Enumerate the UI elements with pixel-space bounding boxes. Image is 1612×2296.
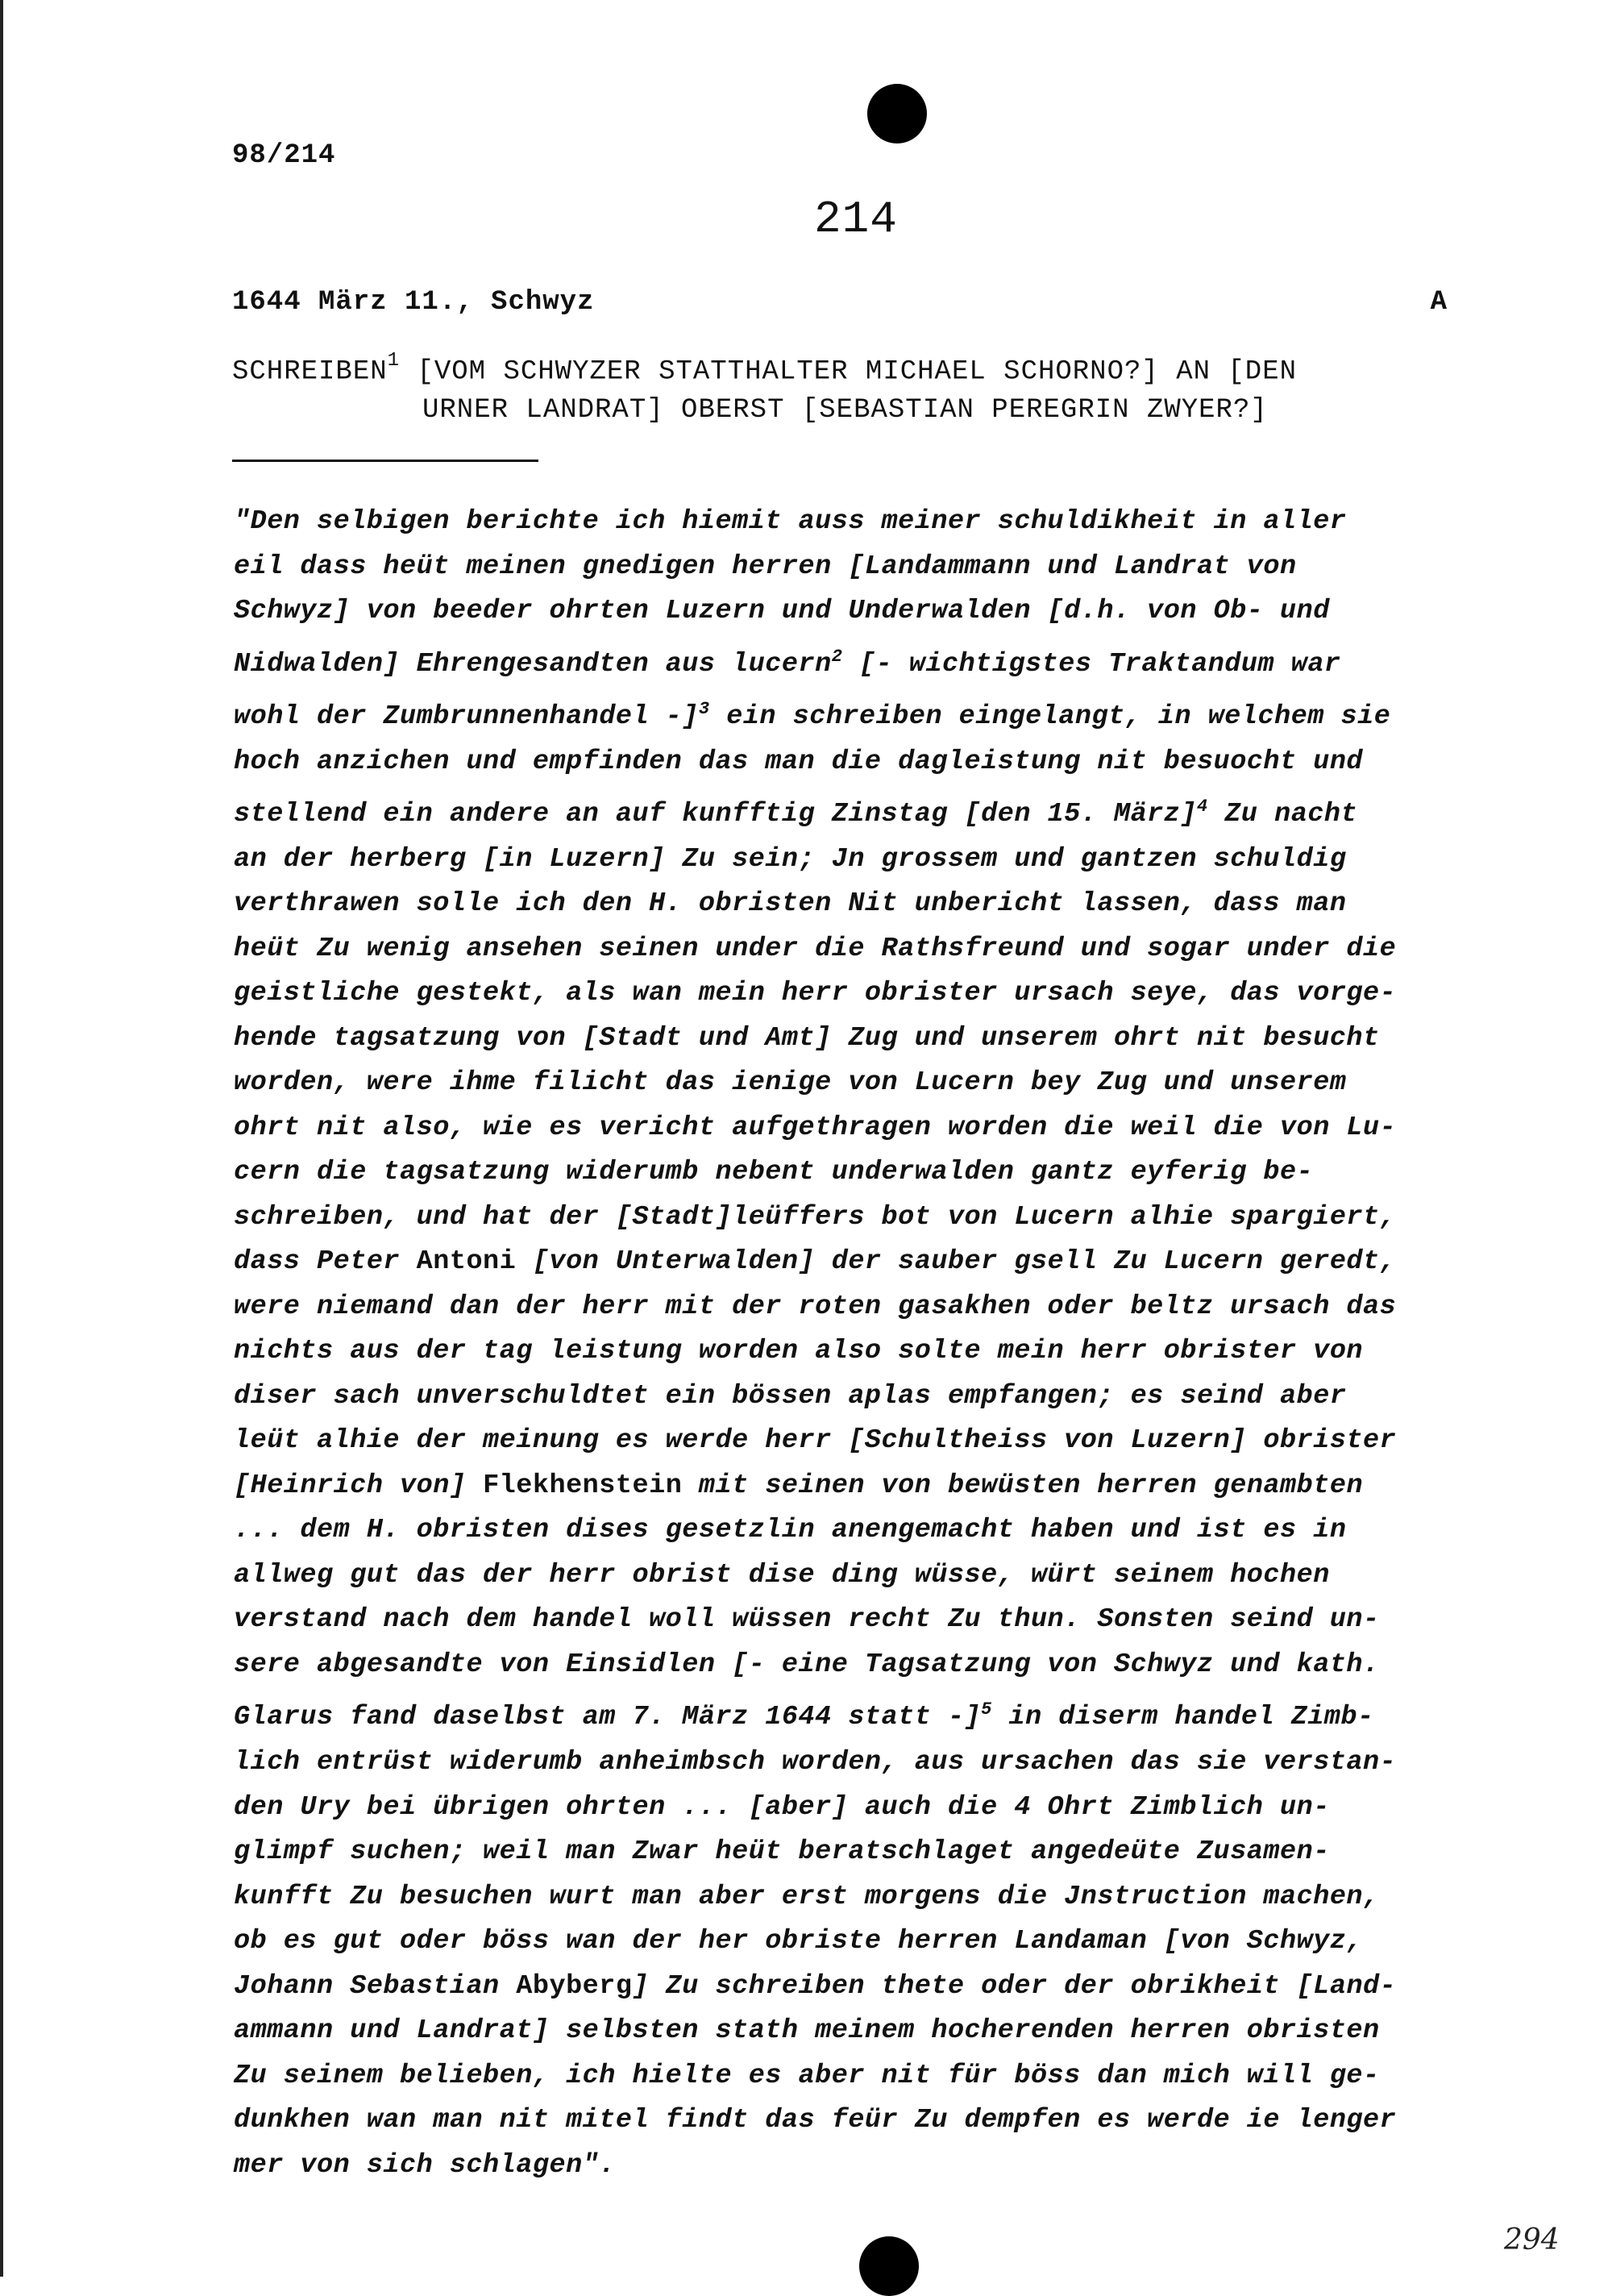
- person-name: Abyberg: [516, 1970, 633, 2002]
- body-line: wohl der Zumbrunnenhandel -]$^3$ ein schreiben eingelangt, in welchem sie: [234, 699, 1391, 733]
- body-line: verstand nach dem handel woll wüssen recht Zu thun. Sonsten seind un-: [234, 1604, 1380, 1636]
- document-title: [232, 345, 1457, 430]
- date-place-line: [232, 287, 1448, 318]
- footnote-ref: 1: [387, 350, 401, 372]
- footnote-ref: 4: [1197, 797, 1208, 817]
- body-line: hoch anzichen und empfinden das man die dagleistung nit besuocht und: [234, 746, 1364, 777]
- title-divider: [232, 460, 538, 462]
- title-line-2: URNER LANDRAT] OBERST [SEBASTIAN PEREGRIN ZWYER?]: [422, 395, 1268, 426]
- document-body: [234, 500, 1475, 2188]
- body-line: "Den selbigen berichte ich hiemit auss meiner schuldikheit in aller: [234, 506, 1347, 537]
- body-line: allweg gut das der herr obrist dise ding wüsse, würt seinem hochen: [234, 1559, 1330, 1591]
- body-line: stellend ein andere an auf kunfftig Zinstag [den 15. März]$^4$ Zu nacht: [234, 797, 1358, 830]
- body-line: an der herberg [in Luzern] Zu sein; Jn grossem und gantzen schuldig: [234, 843, 1347, 875]
- scan-left-edge: [0, 0, 3, 2277]
- body-line: leüt alhie der meinung es werde herr [Schultheiss von Luzern] obrister: [234, 1425, 1397, 1457]
- document-marker: A: [1430, 287, 1448, 318]
- title-line-1: SCHREIBEN$^1$ [VOM SCHWYZER STATTHALTER MICHAEL SCHORNO?] AN [DEN: [232, 350, 1298, 388]
- page-number: 214: [814, 193, 898, 245]
- body-line: ammann und Landrat] selbsten stath meinem hocherenden herren obristen: [234, 2015, 1380, 2047]
- body-line: ob es gut oder böss wan der her obriste herren Landaman [von Schwyz,: [234, 1926, 1364, 1957]
- body-line: den Ury bei übrigen ohrten ... [aber] auch die 4 Ohrt Zimblich un-: [234, 1791, 1330, 1823]
- punch-hole-top: [867, 84, 927, 144]
- footnote-ref: 2: [831, 646, 843, 667]
- body-line: geistliche gestekt, als wan mein herr obrister ursach seye, das vorge-: [234, 978, 1397, 1009]
- body-line: ... dem H. obristen dises gesetzlin anengemacht haben und ist es in: [234, 1515, 1347, 1546]
- body-line: Nidwalden] Ehrengesandten aus lucern$^2$ [- wichtigstes Traktandum war: [234, 646, 1341, 680]
- body-line: glimpf suchen; weil man Zwar heüt beratschlaget angedeüte Zusamen-: [234, 1836, 1330, 1868]
- body-line: dunkhen wan man nit mitel findt das feür Zu dempfen es werde ie lenger: [234, 2105, 1397, 2136]
- person-name: Antoni: [416, 1246, 517, 1278]
- body-line: were niemand dan der herr mit der roten gasakhen oder beltz ursach das: [234, 1291, 1397, 1322]
- body-line: cern die tagsatzung widerumb nebent underwalden gantz eyferig be-: [234, 1157, 1314, 1188]
- body-line: dass Peter Antoni [von Unterwalden] der sauber gsell Zu Lucern geredt,: [234, 1246, 1397, 1278]
- body-line: mer von sich schlagen".: [234, 2149, 616, 2181]
- body-line: diser sach unverschuldtet ein bössen aplas empfangen; es seind aber: [234, 1380, 1347, 1412]
- footnote-ref: 5: [981, 1699, 992, 1720]
- date-place: 1644 März 11., Schwyz: [232, 287, 595, 318]
- person-name: Flekhenstein: [483, 1470, 683, 1501]
- body-line: sere abgesandte von Einsidlen [- eine Tagsatzung von Schwyz und kath.: [234, 1649, 1380, 1680]
- body-line: verthrawen solle ich den H. obristen Nit unbericht lassen, dass man: [234, 888, 1347, 920]
- handwritten-page-number: 294: [1504, 2223, 1560, 2256]
- body-line: heüt Zu wenig ansehen seinen under die Rathsfreund und sogar under die: [234, 933, 1397, 964]
- punch-hole-bottom: [859, 2236, 919, 2296]
- body-line: worden, were ihme filicht das ienige von Lucern bey Zug und unserem: [234, 1067, 1347, 1099]
- body-line: schreiben, und hat der [Stadt]leüffers bot von Lucern alhie spargiert,: [234, 1201, 1397, 1233]
- body-line: nichts aus der tag leistung worden also solte mein herr obrister von: [234, 1336, 1364, 1367]
- body-line: kunfft Zu besuchen wurt man aber erst morgens die Jnstruction machen,: [234, 1881, 1380, 1912]
- body-line: [Heinrich von] Flekhenstein mit seinen von bewüsten herren genambten: [234, 1470, 1364, 1501]
- body-line: Johann Sebastian Abyberg] Zu schreiben thete oder der obrikheit [Land-: [234, 1970, 1397, 2002]
- body-line: Zu seinem belieben, ich hielte es aber nit für böss dan mich will ge-: [234, 2060, 1380, 2091]
- footnote-ref: 3: [698, 699, 710, 720]
- document-reference: 98/214: [232, 140, 336, 171]
- body-line: eil dass heüt meinen gnedigen herren [Landammann und Landrat von: [234, 551, 1297, 582]
- body-line: Schwyz] von beeder ohrten Luzern und Underwalden [d.h. von Ob- und: [234, 596, 1330, 626]
- body-line: ohrt nit also, wie es vericht aufgethragen worden die weil die von Lu-: [234, 1112, 1397, 1143]
- body-line: Glarus fand daselbst am 7. März 1644 statt -]$^5$ in diserm handel Zimb-: [234, 1699, 1374, 1733]
- body-line: lich entrüst widerumb anheimbsch worden, aus ursachen das sie verstan-: [234, 1747, 1397, 1778]
- body-line: hende tagsatzung von [Stadt und Amt] Zug und unserem ohrt nit besucht: [234, 1022, 1380, 1054]
